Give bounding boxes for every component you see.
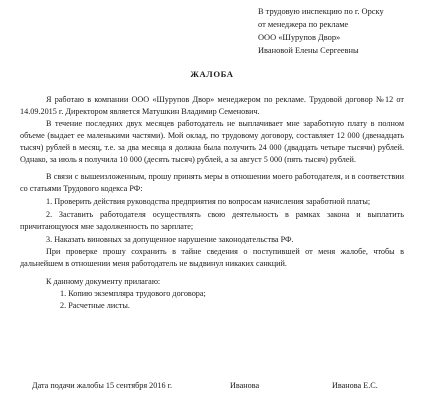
attachments-heading: К данному документу прилагаю:	[46, 276, 161, 286]
signer-name: Иванова Е.С.	[332, 381, 378, 390]
attachment-item-2: 2. Расчетные листы.	[60, 300, 130, 310]
request-item-3: 3. Наказать виновных за допущенное нарушение законодательства РФ.	[46, 234, 294, 244]
addressee-sender-name: Ивановой Елены Сергеевны	[258, 46, 359, 56]
addressee-block	[258, 5, 418, 57]
filing-date: Дата подачи жалобы 15 сентября 2016 г.	[32, 381, 173, 390]
paragraph-request: В связи с вышеизложенным, прошу принять меры в отношении моего работодателя, и в соответствии со статьями Трудового кодекса РФ:	[20, 172, 404, 194]
request-item-2: 2. Заставить работодателя осуществлять свою деятельность в рамках закона и выплатить причитающуюся мне задолженность по зарплате;	[20, 210, 404, 232]
complaint-body	[20, 94, 404, 311]
request-item-1: 1. Проверить действия руководства предприятия по вопросам начисления заработной платы;	[46, 197, 371, 207]
signature: Иванова	[230, 381, 260, 390]
addressee-company: ООО «Шурупов Двор»	[258, 33, 341, 43]
paragraph-salary: В течение последних двух месяцев работодатель не выплачивает мне заработную плату в полном объеме (выдает ее маленькими частями). Мой оклад, по трудовому договору, составляет 12 000 (двенадцать тысяч) рублей в месяц, т.е. за два месяца я должна была получить 24 000 (двадцать четыре тысячи) рублей. Однако, за июль я получила 10 000 (десять тысяч) рублей, а за август 5 000 (пять тысяч) рублей.	[20, 118, 404, 164]
addressee-sender-position: от менеджера по рекламе	[258, 20, 349, 30]
addressee-recipient: В трудовую инспекцию по г. Орску	[258, 7, 384, 16]
paragraph-confidentiality: При проверке прошу сохранить в тайне сведения о поступившей от меня жалобе, чтобы в дальнейшем в отношении меня работодатель не выдвинул никаких санкций.	[20, 246, 404, 268]
paragraph-employment: Я работаю в компании ООО «Шурупов Двор» менеджером по рекламе. Трудовой договор №12 от 14.09.2015 г. Директором является Матушкин Владимир Семенович.	[20, 95, 404, 116]
document-title: ЖАЛОБА	[190, 69, 234, 79]
attachment-item-1: 1. Копию экземпляра трудового договора;	[60, 288, 206, 298]
